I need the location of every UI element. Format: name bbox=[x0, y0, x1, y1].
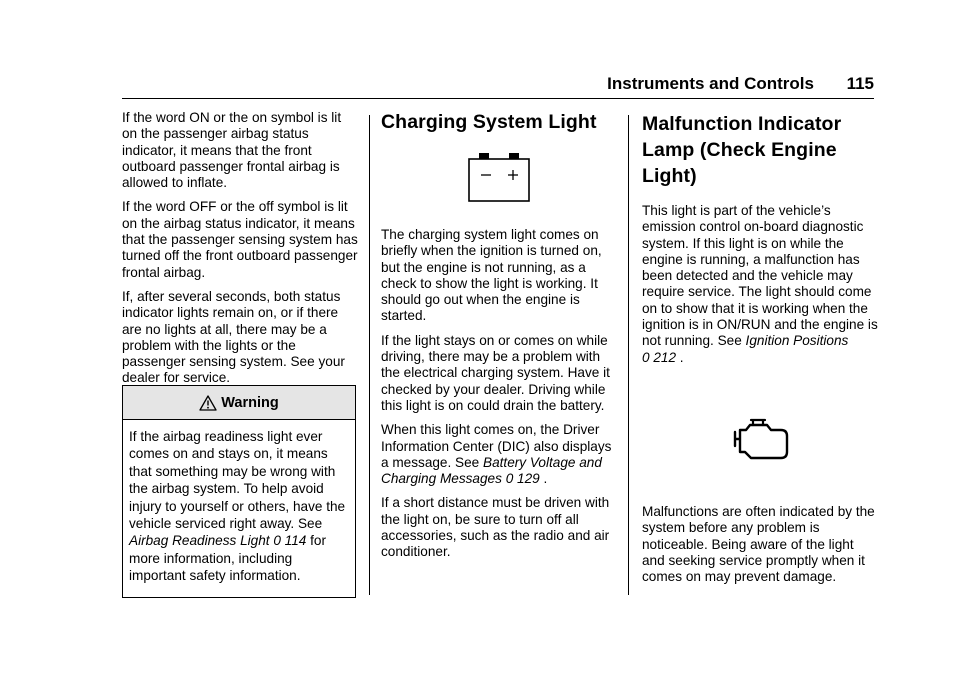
paragraph: If the light stays on or comes on while driving, there may be a problem with the electrical charging system. Have it checked by your dealer. Driving while this light is on could drain the battery. bbox=[381, 332, 610, 413]
paragraph: Malfunctions are often indicated by the system before any problem is noticeable. Being aware of the light and seeking service promptly when it comes on may prevent damage. bbox=[642, 503, 875, 585]
warning-header bbox=[123, 386, 355, 420]
column-divider bbox=[628, 115, 629, 595]
warning-title: Warning bbox=[221, 394, 279, 411]
column-divider bbox=[369, 115, 370, 595]
page-reference[interactable]: 0 114 bbox=[273, 533, 307, 549]
page-number: 115 bbox=[846, 74, 874, 93]
paragraph bbox=[642, 203, 878, 366]
warning-text bbox=[123, 420, 355, 585]
battery-messages-link[interactable]: Battery Voltage and Charging Messages bbox=[381, 454, 602, 487]
page-reference[interactable]: 0 129 bbox=[505, 471, 540, 487]
column-1 bbox=[122, 110, 358, 395]
battery-icon bbox=[467, 153, 531, 203]
header-rule bbox=[122, 98, 874, 99]
paragraph: If a short distance must be driven with the light on, be sure to turn off all accessories, such as the radio and air conditioner. bbox=[381, 495, 610, 560]
column-2 bbox=[381, 111, 617, 569]
warning-box bbox=[122, 385, 356, 598]
text: This light is part of the vehicle’s emission control on-board diagnostic system. If this light is on while the engine is running, a malfunction has been detected and the vehicle may require service. The light should come on to show that it is working when the ignition is in ON/RUN and the engine is not running. See bbox=[642, 203, 878, 349]
paragraph: If the word OFF or the off symbol is lit on the airbag status indicator, it means that the passenger sensing system has turned off the front outboard passenger frontal airbag. bbox=[122, 199, 358, 280]
text: . bbox=[539, 471, 548, 487]
warning-text-end: for more information, including important safety information. bbox=[129, 533, 326, 584]
paragraph bbox=[381, 422, 617, 487]
warning-triangle-icon bbox=[199, 395, 217, 411]
airbag-readiness-link[interactable]: Airbag Readiness Light bbox=[129, 533, 270, 549]
page-reference[interactable]: 0 212 bbox=[642, 349, 677, 365]
malfunction-heading: Malfunction Indicator Lamp (Check Engine Light) bbox=[642, 113, 842, 187]
check-engine-icon bbox=[729, 418, 791, 460]
warning-text-start: If the airbag readiness light ever comes on and stays on, it means that something may be wrong with the airbag system. To help avoid injury to yourself or others, have the vehicle serviced right away. See bbox=[129, 429, 346, 532]
ignition-positions-link[interactable]: Ignition Positions bbox=[745, 333, 849, 349]
paragraph: If the word ON or the on symbol is lit on the passenger airbag status indicator, it means that the front outboard passenger frontal airbag is allowed to inflate. bbox=[122, 110, 342, 191]
paragraph: The charging system light comes on briefly when the ignition is turned on, but the engine is not running, as a check to show the light is working. It should go out when the engine is started. bbox=[381, 227, 602, 324]
text: . bbox=[676, 349, 684, 365]
section-title: Instruments and Controls bbox=[607, 74, 814, 93]
column-3 bbox=[642, 111, 878, 593]
paragraph: If, after several seconds, both status indicator lights remain on, or if there are no lights at all, there may be a problem with the lights or the passenger sensing system. See your dealer for service. bbox=[122, 288, 345, 386]
text: When this light comes on, the Driver Information Center (DIC) also displays a message. See bbox=[381, 422, 612, 470]
charging-heading: Charging System Light bbox=[381, 111, 597, 133]
